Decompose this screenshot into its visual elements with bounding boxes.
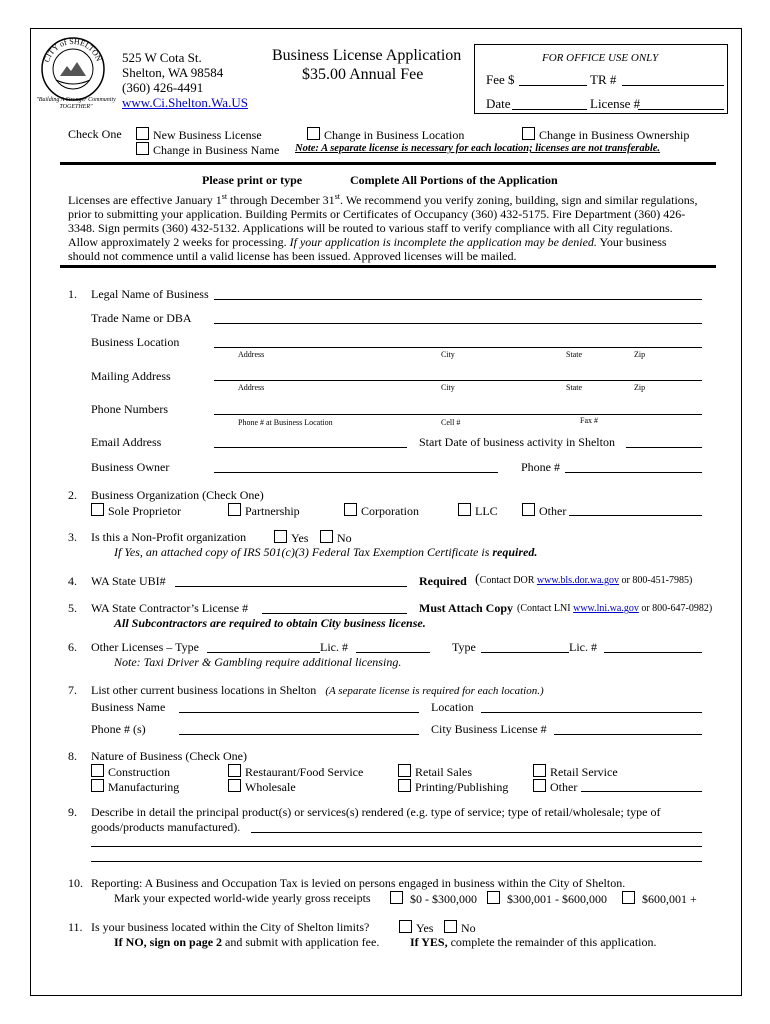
city-license-label: City Business License # — [431, 722, 547, 736]
q11-number: 11. — [68, 920, 83, 934]
if-yes-instruction: If YES, complete the remainder of this application. — [410, 935, 657, 949]
nonprofit-no[interactable]: No — [320, 530, 352, 546]
nature-retail-service[interactable]: Retail Service — [533, 764, 618, 780]
website-link[interactable]: www.Ci.Shelton.Wa.US — [122, 95, 248, 110]
org-corporation[interactable]: Corporation — [344, 503, 419, 519]
location-zip-sublabel: Zip — [634, 350, 646, 359]
lni-link[interactable]: www.lni.wa.gov — [573, 603, 639, 614]
change-ownership-option[interactable] — [522, 127, 689, 143]
receipts-3-checkbox[interactable] — [622, 891, 635, 904]
mailing-zip-sublabel: Zip — [634, 383, 646, 392]
other-license-lic-field[interactable] — [356, 652, 430, 653]
new-license-checkbox[interactable] — [136, 127, 149, 140]
must-attach-copy: Must Attach Copy — [419, 601, 514, 615]
change-ownership-text: Change in Business Ownership — [539, 128, 690, 142]
other-locations-label: List other current business locations in Shelton (A separate license is required for each location.) — [91, 683, 544, 697]
fax-sublabel: Fax # — [580, 416, 598, 425]
dor-link[interactable]: www.bls.dor.wa.gov — [536, 575, 620, 586]
receipts-1-checkbox[interactable] — [390, 891, 403, 904]
contractor-license-label: WA State Contractor’s License # — [91, 601, 249, 615]
organization-label: Business Organization (Check One) — [91, 488, 264, 502]
seal-icon — [40, 36, 106, 102]
change-location-text: Change in Business Location — [324, 128, 465, 142]
describe-field-3[interactable] — [91, 861, 702, 862]
receipts-2-checkbox[interactable] — [487, 891, 500, 904]
cell-sublabel: Cell # — [441, 418, 461, 427]
mailing-address-sublabel: Address — [238, 383, 265, 392]
within-limits-no-checkbox[interactable] — [444, 920, 457, 933]
city-seal — [40, 36, 106, 102]
reporting-line-2: Mark your expected world-wide yearly gross receipts — [114, 891, 371, 905]
other-license-type-field[interactable] — [207, 652, 320, 653]
q3-number: 3. — [68, 530, 77, 544]
start-date-label: Start Date of business activity in Shelton — [419, 435, 615, 449]
address-line-1: 525 W Cota St. — [122, 50, 202, 65]
ubi-field[interactable] — [175, 586, 407, 587]
email-field[interactable] — [214, 447, 407, 448]
trade-name-field[interactable] — [214, 323, 702, 324]
instructions-paragraph: Licenses are effective January 1st through December 31st. We recommend you verify zoning, building, sign and similar regulations, prior to submitting your application. Building Permits or Certificates of Occupancy (360) 432-5175. Fire Department (360) 426- 3348. Sign permits (360) 432-5132. Applications will be routed to various staff to verify compliance with all City regulations. Allow approximately 2 weeks for processing. If your application is incomplete the application may be denied. Your business should not commence until a valid license has been issued. Approved licenses will be mailed. — [68, 192, 698, 263]
nonprofit-yes-checkbox[interactable] — [274, 530, 287, 543]
nature-other-checkbox[interactable] — [533, 779, 546, 792]
q4-number: 4. — [68, 574, 77, 588]
q10-number: 10. — [68, 876, 83, 890]
other-location-field[interactable] — [481, 712, 702, 713]
wholesale-checkbox[interactable] — [228, 779, 241, 792]
nature-restaurant[interactable]: Restaurant/Food Service — [228, 764, 363, 780]
change-name-checkbox[interactable] — [136, 142, 149, 155]
receipts-option-2[interactable]: $300,001 - $600,000 — [487, 891, 607, 907]
other-license-type2-label: Type — [452, 640, 476, 654]
q7-number: 7. — [68, 683, 77, 697]
other-business-name-field[interactable] — [179, 712, 419, 713]
within-limits-no[interactable]: No — [444, 920, 476, 936]
manufacturing-checkbox[interactable] — [91, 779, 104, 792]
office-date-label: Date — [486, 96, 511, 111]
within-limits-label: Is your business located within the City of Shelton limits? — [91, 920, 370, 934]
receipts-option-3[interactable]: $600,001 + — [622, 891, 697, 907]
business-location-field[interactable] — [214, 347, 702, 348]
ubi-contact: (Contact DOR www.bls.dor.wa.gov or 800-451-7985) — [475, 572, 693, 587]
mailing-address-field[interactable] — [214, 380, 702, 381]
change-location-checkbox[interactable] — [307, 127, 320, 140]
nature-retail-sales[interactable]: Retail Sales — [398, 764, 472, 780]
construction-checkbox[interactable] — [91, 764, 104, 777]
restaurant-checkbox[interactable] — [228, 764, 241, 777]
describe-field-1[interactable] — [251, 832, 702, 833]
printing-checkbox[interactable] — [398, 779, 411, 792]
divider-top — [60, 162, 716, 165]
address-line-2: Shelton, WA 98584 — [122, 65, 224, 80]
llc-checkbox[interactable] — [458, 503, 471, 516]
phone-numbers-field[interactable] — [214, 414, 702, 415]
nature-manufacturing[interactable]: Manufacturing — [91, 779, 179, 795]
form-fee: $35.00 Annual Fee — [302, 66, 424, 83]
office-use-heading: FOR OFFICE USE ONLY — [542, 52, 659, 64]
city-license-field[interactable] — [554, 734, 702, 735]
change-location-option[interactable] — [307, 127, 464, 143]
owner-phone-field[interactable] — [565, 472, 702, 473]
office-fee-field[interactable] — [519, 85, 587, 86]
other-license-lic2-field[interactable] — [604, 652, 702, 653]
divider-bottom — [60, 265, 716, 268]
sole-proprietor-checkbox[interactable] — [91, 503, 104, 516]
q6-number: 6. — [68, 640, 77, 654]
nonprofit-yes[interactable]: Yes — [274, 530, 308, 546]
mailing-address-label: Mailing Address — [91, 369, 171, 383]
other-phone-label: Phone # (s) — [91, 722, 146, 736]
nature-other-field[interactable] — [581, 791, 702, 792]
print-or-type: Please print or type — [202, 173, 303, 187]
org-sole-proprietor[interactable]: Sole Proprietor — [91, 503, 181, 519]
change-name-text: Change in Business Name — [153, 143, 280, 157]
lni-contact: (Contact LNI www.lni.wa.gov or 800-647-0982) — [517, 603, 713, 614]
partnership-checkbox[interactable] — [228, 503, 241, 516]
within-limits-yes[interactable]: Yes — [399, 920, 433, 936]
seal-motto: "Building A Stronger Community TOGETHER" — [36, 97, 116, 110]
other-business-name-label: Business Name — [91, 700, 166, 714]
other-license-type2-field[interactable] — [481, 652, 569, 653]
org-other-field[interactable] — [569, 515, 702, 516]
check-one-label: Check One — [68, 127, 122, 141]
within-limits-yes-checkbox[interactable] — [399, 920, 412, 933]
describe-line-2: goods/products manufactured). — [91, 820, 241, 834]
ubi-required: Required — [419, 574, 467, 588]
retail-service-checkbox[interactable] — [533, 764, 546, 777]
mailing-city-sublabel: City — [441, 383, 455, 392]
phone-numbers-label: Phone Numbers — [91, 402, 168, 416]
office-tr-label: TR # — [590, 72, 617, 87]
location-city-sublabel: City — [441, 350, 455, 359]
q9-number: 9. — [68, 805, 77, 819]
office-tr-field[interactable] — [622, 85, 724, 86]
other-phone-field[interactable] — [179, 734, 419, 735]
subcontractor-note: All Subcontractors are required to obtain City business license. — [114, 616, 426, 630]
org-llc[interactable]: LLC — [458, 503, 498, 519]
describe-line-1: Describe in detail the principal product(s) or services(s) rendered (e.g. type of service; type of retail/wholesale; type of — [91, 805, 661, 819]
business-owner-label: Business Owner — [91, 460, 170, 474]
reporting-line-1: Reporting: A Business and Occupation Tax is levied on persons engaged in business within the City of Shelton. — [91, 876, 626, 890]
nature-wholesale[interactable]: Wholesale — [228, 779, 296, 795]
retail-sales-checkbox[interactable] — [398, 764, 411, 777]
nonprofit-label: Is this a Non-Profit organization — [91, 530, 247, 544]
separate-license-note: Note: A separate license is necessary for each location; licenses are not transferable. — [295, 143, 661, 154]
other-licenses-label: Other Licenses – Type — [91, 640, 199, 654]
header-phone: (360) 426-4491 — [122, 80, 204, 95]
describe-field-2[interactable] — [91, 846, 702, 847]
location-address-sublabel: Address — [238, 350, 265, 359]
mailing-state-sublabel: State — [566, 383, 582, 392]
complete-all-portions: Complete All Portions of the Application — [350, 173, 558, 187]
q8-number: 8. — [68, 749, 77, 763]
nonprofit-no-checkbox[interactable] — [320, 530, 333, 543]
q1-number: 1. — [68, 287, 77, 301]
nature-construction[interactable]: Construction — [91, 764, 170, 780]
new-license-text: New Business License — [153, 128, 262, 142]
other-license-lic-label: Lic. # — [320, 640, 348, 654]
office-fee-label: Fee $ — [486, 72, 515, 87]
ubi-label: WA State UBI# — [91, 574, 166, 588]
other-location-label: Location — [431, 700, 474, 714]
nonprofit-note: If Yes, an attached copy of IRS 501(c)(3) Federal Tax Exemption Certificate is required. — [114, 545, 538, 559]
office-license-field[interactable] — [638, 109, 724, 110]
office-date-field[interactable] — [512, 109, 587, 110]
owner-phone-label: Phone # — [521, 460, 560, 474]
q2-number: 2. — [68, 488, 77, 502]
office-license-label: License # — [590, 96, 641, 111]
trade-name-label: Trade Name or DBA — [91, 311, 192, 325]
other-license-lic2-label: Lic. # — [569, 640, 597, 654]
start-date-field[interactable] — [626, 447, 702, 448]
org-other-checkbox[interactable] — [522, 503, 535, 516]
receipts-option-1[interactable]: $0 - $300,000 — [390, 891, 477, 907]
change-name-option[interactable] — [136, 142, 279, 158]
new-license-option[interactable] — [136, 127, 262, 143]
nature-label: Nature of Business (Check One) — [91, 749, 247, 763]
nature-printing[interactable]: Printing/Publishing — [398, 779, 508, 795]
q5-number: 5. — [68, 601, 77, 615]
nature-other[interactable]: Other — [533, 779, 577, 795]
taxi-gambling-note: Note: Taxi Driver & Gambling require additional licensing. — [114, 655, 402, 669]
org-other[interactable]: Other — [522, 503, 566, 519]
business-owner-field[interactable] — [214, 472, 498, 473]
business-location-label: Business Location — [91, 335, 180, 349]
change-ownership-checkbox[interactable] — [522, 127, 535, 140]
org-partnership[interactable]: Partnership — [228, 503, 300, 519]
svg-text:CITY of SHELTON: CITY of SHELTON — [42, 36, 104, 64]
email-label: Email Address — [91, 435, 162, 449]
legal-name-field[interactable] — [214, 299, 702, 300]
legal-name-label: Legal Name of Business — [91, 287, 209, 301]
location-state-sublabel: State — [566, 350, 582, 359]
if-no-instruction: If NO, sign on page 2 and submit with application fee. — [114, 935, 380, 949]
corporation-checkbox[interactable] — [344, 503, 357, 516]
business-phone-sublabel: Phone # at Business Location — [238, 418, 333, 427]
contractor-license-field[interactable] — [262, 613, 407, 614]
form-title: Business License Application — [272, 47, 462, 64]
